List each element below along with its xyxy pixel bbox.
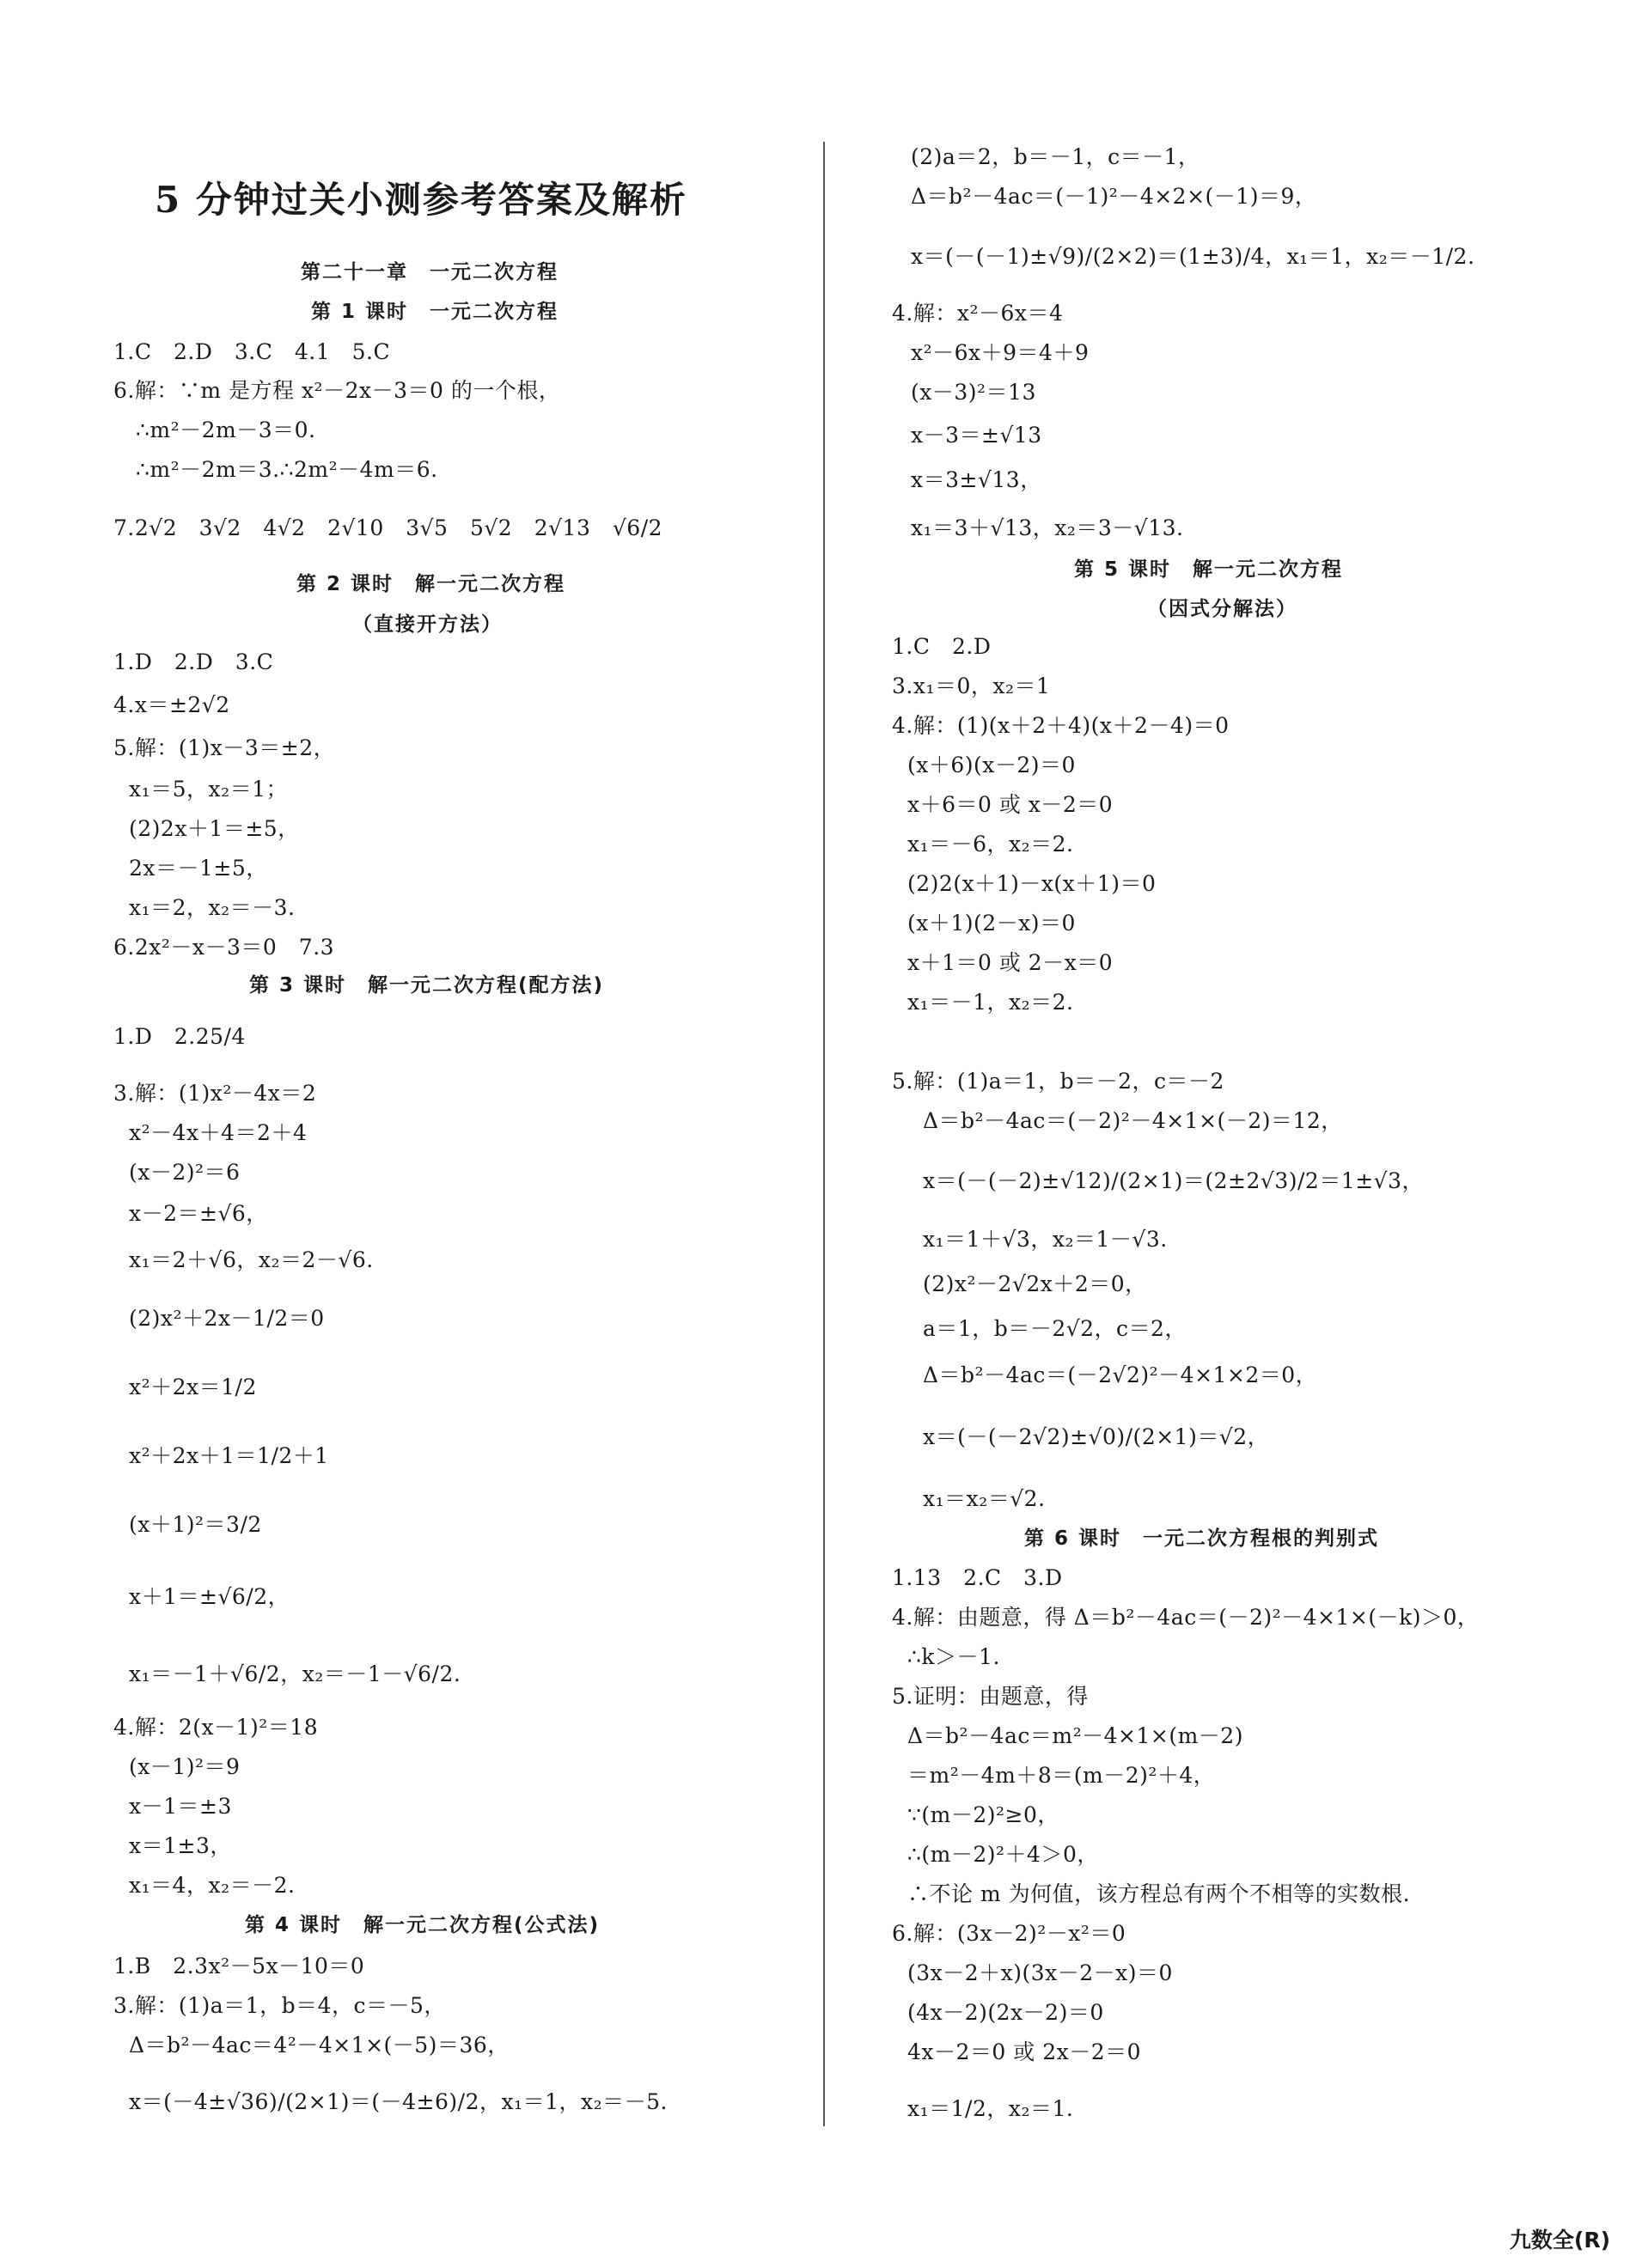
answer-line: (2)x²－2√2x＋2＝0， <box>923 1271 1147 1296</box>
right-column <box>825 0 1636 2268</box>
lesson-subheading: （因式分解法） <box>1147 598 1297 620</box>
answer-line: (x＋1)²＝3/2 <box>129 1512 262 1537</box>
lesson-heading: 第 3 课时 解一元二次方程(配方法) <box>249 974 605 997</box>
answer-line: x₁＝－6，x₂＝2. <box>907 832 1074 857</box>
answer-line: 5.证明：由题意，得 <box>892 1684 1089 1709</box>
answer-line: x₁＝1/2，x₂＝1. <box>907 2096 1074 2121</box>
answer-line: 3.x₁＝0，x₂＝1 <box>892 674 1051 698</box>
page-title: 5 分钟过关小测参考答案及解析 <box>155 179 687 221</box>
answer-line: x＝(－(－2)±√12)/(2×1)＝(2±2√3)/2＝1±√3， <box>923 1168 1425 1193</box>
answer-line: Δ＝b²－4ac＝m²－4×1×(m－2) <box>907 1723 1243 1748</box>
answer-line: (2)2(x＋1)－x(x＋1)＝0 <box>907 871 1157 896</box>
answer-line: x＋6＝0 或 x－2＝0 <box>907 792 1114 817</box>
answer-line: 4x－2＝0 或 2x－2＝0 <box>907 2039 1142 2064</box>
answer-line: 4.解：2(x－1)²＝18 <box>113 1715 319 1740</box>
answer-line: (2)x²＋2x－1/2＝0 <box>129 1306 325 1331</box>
lesson-heading: 第 5 课时 解一元二次方程 <box>1074 558 1344 581</box>
answer-line: x＋1＝0 或 2－x＝0 <box>907 950 1114 975</box>
answer-line: x₁＝1＋√3，x₂＝1－√3. <box>923 1227 1168 1252</box>
answer-line: Δ＝b²－4ac＝(－1)²－4×2×(－1)＝9， <box>911 184 1317 209</box>
answer-line: x＝(－(－1)±√9)/(2×2)＝(1±3)/4，x₁＝1，x₂＝－1/2. <box>911 244 1475 269</box>
answer-line: x＝3±√13， <box>911 467 1042 492</box>
answer-line: 6.2x²－x－3＝0 7.3 <box>113 935 335 960</box>
answer-line: x₁＝2，x₂＝－3. <box>129 895 296 920</box>
answer-line: x²－6x＋9＝4＋9 <box>911 340 1090 365</box>
answer-line: Δ＝b²－4ac＝4²－4×1×(－5)＝36， <box>129 2033 510 2058</box>
lesson-subheading: （直接开方法） <box>352 613 503 636</box>
answer-line: ∴m²－2m－3＝0. <box>136 418 316 442</box>
lesson-heading: 第 1 课时 一元二次方程 <box>311 301 559 323</box>
answer-line: (x＋6)(x－2)＝0 <box>907 753 1076 777</box>
answer-line: ∵(m－2)²≥0， <box>907 1802 1059 1827</box>
answer-line: 5.解：(1)a＝1，b＝－2，c＝－2 <box>892 1069 1224 1094</box>
answer-line: (x－2)²＝6 <box>129 1160 241 1185</box>
answer-line: 6.解：(3x－2)²－x²＝0 <box>892 1921 1126 1946</box>
answer-line: 4.解：(1)(x＋2＋4)(x＋2－4)＝0 <box>892 713 1230 738</box>
answer-line: (3x－2＋x)(3x－2－x)＝0 <box>907 1960 1173 1985</box>
answer-line: Δ＝b²－4ac＝(－2)²－4×1×(－2)＝12， <box>923 1108 1343 1133</box>
answer-line: 4.解：由题意，得 Δ＝b²－4ac＝(－2)²－4×1×(－k)＞0， <box>892 1605 1480 1630</box>
answer-line: 1.C 2.D 3.C 4.1 5.C <box>113 339 391 364</box>
answer-line: ∴不论 m 为何值，该方程总有两个不相等的实数根. <box>907 1881 1411 1906</box>
answer-line: ∴m²－2m＝3.∴2m²－4m＝6. <box>136 457 438 482</box>
answer-line: 4.解：x²－6x＝4 <box>892 301 1064 326</box>
page-footer-label: 九数全(R) <box>1509 2228 1610 2253</box>
answer-line: x₁＝2＋√6，x₂＝2－√6. <box>129 1247 374 1272</box>
answer-line: 7.2√2 3√2 4√2 2√10 3√5 5√2 2√13 √6/2 <box>113 515 663 540</box>
answer-line: (2)2x＋1＝±5， <box>129 816 300 841</box>
answer-line: x－1＝±3 <box>129 1794 232 1819</box>
answer-line: x₁＝4，x₂＝－2. <box>129 1873 296 1898</box>
answer-line: (x－1)²＝9 <box>129 1754 241 1779</box>
answer-line: ∴(m－2)²＋4＞0， <box>907 1842 1099 1867</box>
answer-line: x₁＝3＋√13，x₂＝3－√13. <box>911 515 1184 540</box>
answer-line: (4x－2)(2x－2)＝0 <box>907 2000 1104 2025</box>
answer-line: 4.x＝±2√2 <box>113 692 230 717</box>
answer-line: x₁＝－1，x₂＝2. <box>907 990 1074 1015</box>
answer-line: Δ＝b²－4ac＝(－2√2)²－4×1×2＝0， <box>923 1363 1318 1387</box>
answer-line: (x＋1)(2－x)＝0 <box>907 911 1076 936</box>
answer-line: x＝1±3， <box>129 1833 232 1858</box>
answer-line: 3.解：(1)a＝1，b＝4，c＝－5， <box>113 1993 446 2018</box>
answer-line: x－2＝±√6， <box>129 1201 268 1226</box>
answer-line: 2x＝－1±5， <box>129 856 268 881</box>
answer-line: x₁＝x₂＝√2. <box>923 1486 1046 1511</box>
answer-line: 5.解：(1)x－3＝±2， <box>113 735 336 760</box>
answer-line: a＝1，b＝－2√2，c＝2， <box>923 1316 1187 1341</box>
answer-line: x－3＝±√13 <box>911 423 1042 448</box>
answer-line: x＋1＝±√6/2， <box>129 1584 290 1609</box>
lesson-heading: 第 6 课时 一元二次方程根的判别式 <box>1024 1527 1380 1550</box>
lesson-heading: 第 4 课时 解一元二次方程(公式法) <box>245 1914 601 1936</box>
answer-line: (x－3)²＝13 <box>911 380 1036 405</box>
lesson-heading: 第 2 课时 解一元二次方程 <box>296 573 566 595</box>
answer-line: x₁＝－1＋√6/2，x₂＝－1－√6/2. <box>129 1661 461 1686</box>
answer-line: 1.13 2.C 3.D <box>892 1565 1063 1590</box>
answer-line: 1.D 2.D 3.C <box>113 649 274 674</box>
answer-line: x＝(－4±√36)/(2×1)＝(－4±6)/2，x₁＝1，x₂＝－5. <box>129 2089 668 2114</box>
answer-line: x＝(－(－2√2)±√0)/(2×1)＝√2， <box>923 1424 1270 1449</box>
answer-line: ＝m²－4m＋8＝(m－2)²＋4， <box>907 1763 1216 1788</box>
answer-line: (2)a＝2，b＝－1，c＝－1， <box>911 144 1200 169</box>
answer-line: x₁＝5，x₂＝1； <box>129 777 289 802</box>
answer-line: x²－4x＋4＝2＋4 <box>129 1120 308 1145</box>
answer-line: ∴k＞－1. <box>907 1644 1000 1669</box>
answer-line: 1.D 2.25/4 <box>113 1024 246 1049</box>
answer-line: x²＋2x＋1＝1/2＋1 <box>129 1443 329 1468</box>
answer-line: 6.解：∵m 是方程 x²－2x－3＝0 的一个根， <box>113 378 561 403</box>
chapter-heading: 第二十一章 一元二次方程 <box>301 261 559 284</box>
answer-line: x²＋2x＝1/2 <box>129 1375 257 1399</box>
answer-line: 3.解：(1)x²－4x＝2 <box>113 1081 317 1106</box>
answer-line: 1.B 2.3x²－5x－10＝0 <box>113 1954 365 1978</box>
answer-line: 1.C 2.D <box>892 634 992 659</box>
